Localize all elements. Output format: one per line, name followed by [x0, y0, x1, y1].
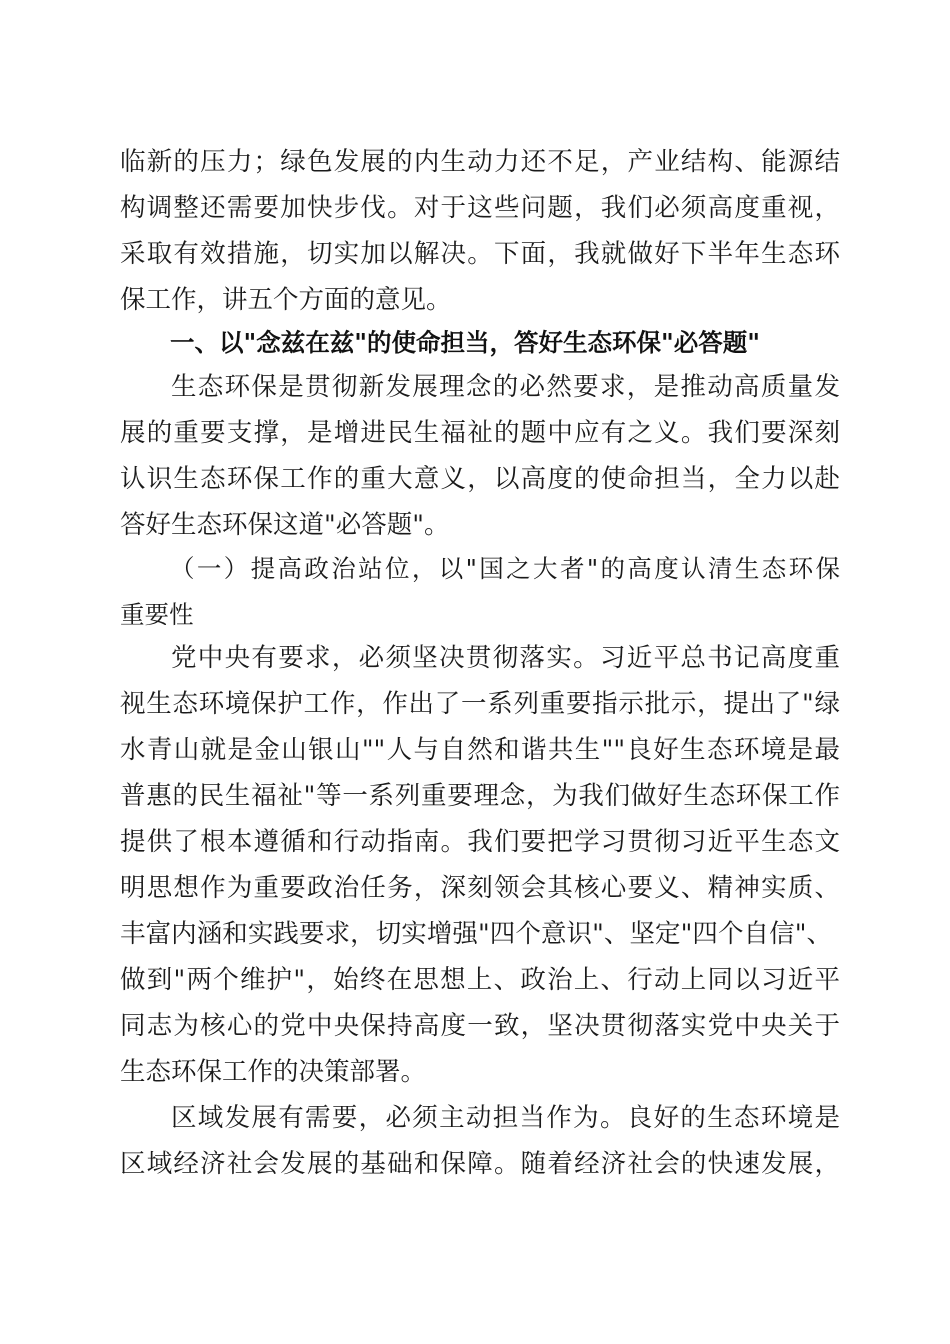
- body-text-line: 同志为核心的党中央保持高度一致，坚决贯彻落实党中央关于: [120, 1011, 840, 1041]
- body-text-line: 视生态环境保护工作，作出了一系列重要指示批示，提出了"绿: [120, 689, 840, 719]
- section-heading: 一、以"念兹在兹"的使命担当，答好生态环保"必答题": [170, 328, 761, 357]
- body-text-line: 明思想作为重要政治任务，深刻领会其核心要义、精神实质、: [120, 873, 840, 903]
- subsection-heading: （一）提高政治站位，以"国之大者"的高度认清生态环保: [170, 554, 840, 583]
- subsection-heading-continued: 重要性: [120, 600, 194, 629]
- body-text-line: 做到"两个维护"，始终在思想上、政治上、行动上同以习近平: [120, 965, 840, 995]
- body-text-line: 生态环保工作的决策部署。: [120, 1057, 427, 1087]
- body-text-line: 构调整还需要加快步伐。对于这些问题，我们必须高度重视，: [120, 193, 840, 223]
- body-text-line: 认识生态环保工作的重大意义，以高度的使命担当，全力以赴: [120, 464, 840, 494]
- body-text-line: 展的重要支撑，是增进民生福祉的题中应有之义。我们要深刻: [120, 418, 840, 448]
- body-text-line: 生态环保是贯彻新发展理念的必然要求，是推动高质量发: [171, 372, 840, 402]
- body-text-line: 提供了根本遵循和行动指南。我们要把学习贯彻习近平生态文: [120, 827, 840, 857]
- body-text-line: 水青山就是金山银山""人与自然和谐共生""良好生态环境是最: [120, 735, 840, 765]
- body-text-line: 临新的压力；绿色发展的内生动力还不足，产业结构、能源结: [120, 147, 840, 177]
- body-text-line: 答好生态环保这道"必答题"。: [120, 510, 450, 540]
- body-text-line: 丰富内涵和实践要求，切实增强"四个意识"、坚定"四个自信"、: [120, 919, 832, 949]
- body-text-line: 采取有效措施，切实加以解决。下面，我就做好下半年生态环: [120, 239, 840, 269]
- body-text-line: 党中央有要求，必须坚决贯彻落实。习近平总书记高度重: [171, 643, 840, 673]
- body-text-line: 区域发展有需要，必须主动担当作为。良好的生态环境是: [171, 1103, 840, 1133]
- body-text-line: 区域经济社会发展的基础和保障。随着经济社会的快速发展，: [120, 1149, 840, 1179]
- body-text-line: 保工作，讲五个方面的意见。: [120, 285, 452, 315]
- body-text-line: 普惠的民生福祉"等一系列重要理念，为我们做好生态环保工作: [120, 781, 840, 811]
